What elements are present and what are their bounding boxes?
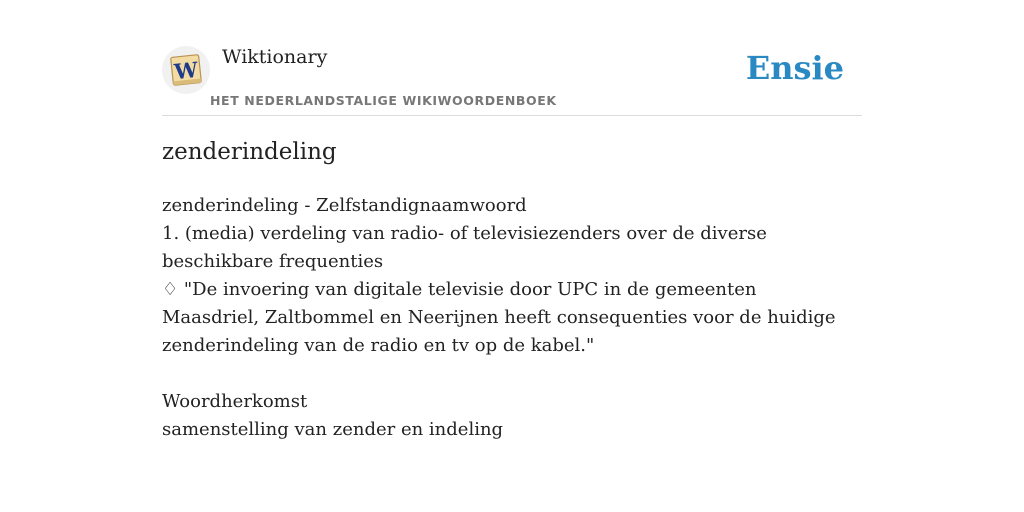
wiktionary-logo-icon-graphic — [167, 51, 205, 89]
site-tagline: HET NEDERLANDSTALIGE WIKIWOORDENBOEK — [210, 93, 557, 108]
ensie-brand-link[interactable]: Ensie — [745, 49, 844, 87]
headword-line: zenderindeling - Zelfstandignaamwoord — [162, 195, 527, 216]
wiktionary-logo-icon[interactable] — [162, 46, 210, 94]
site-header — [162, 44, 862, 116]
page-title: zenderindeling — [162, 139, 337, 165]
entry-content — [162, 192, 852, 444]
etymology-text: samenstelling van zender en indeling — [162, 419, 504, 440]
definition-text: 1. (media) verdeling van radio- of televisiezenders over de diverse beschikbare frequenties — [162, 223, 767, 272]
etymology-heading: Woordherkomst — [162, 391, 308, 412]
section-spacer — [162, 360, 852, 388]
logo-letter: W — [173, 56, 200, 85]
site-name[interactable]: Wiktionary — [222, 46, 328, 68]
example-quote: ♢ "De invoering van digitale televisie door UPC in de gemeenten Maasdriel, Zaltbommel en Neerijnen heeft consequenties voor de huidige zenderindeling van de radio en tv op de kabel." — [162, 279, 836, 356]
